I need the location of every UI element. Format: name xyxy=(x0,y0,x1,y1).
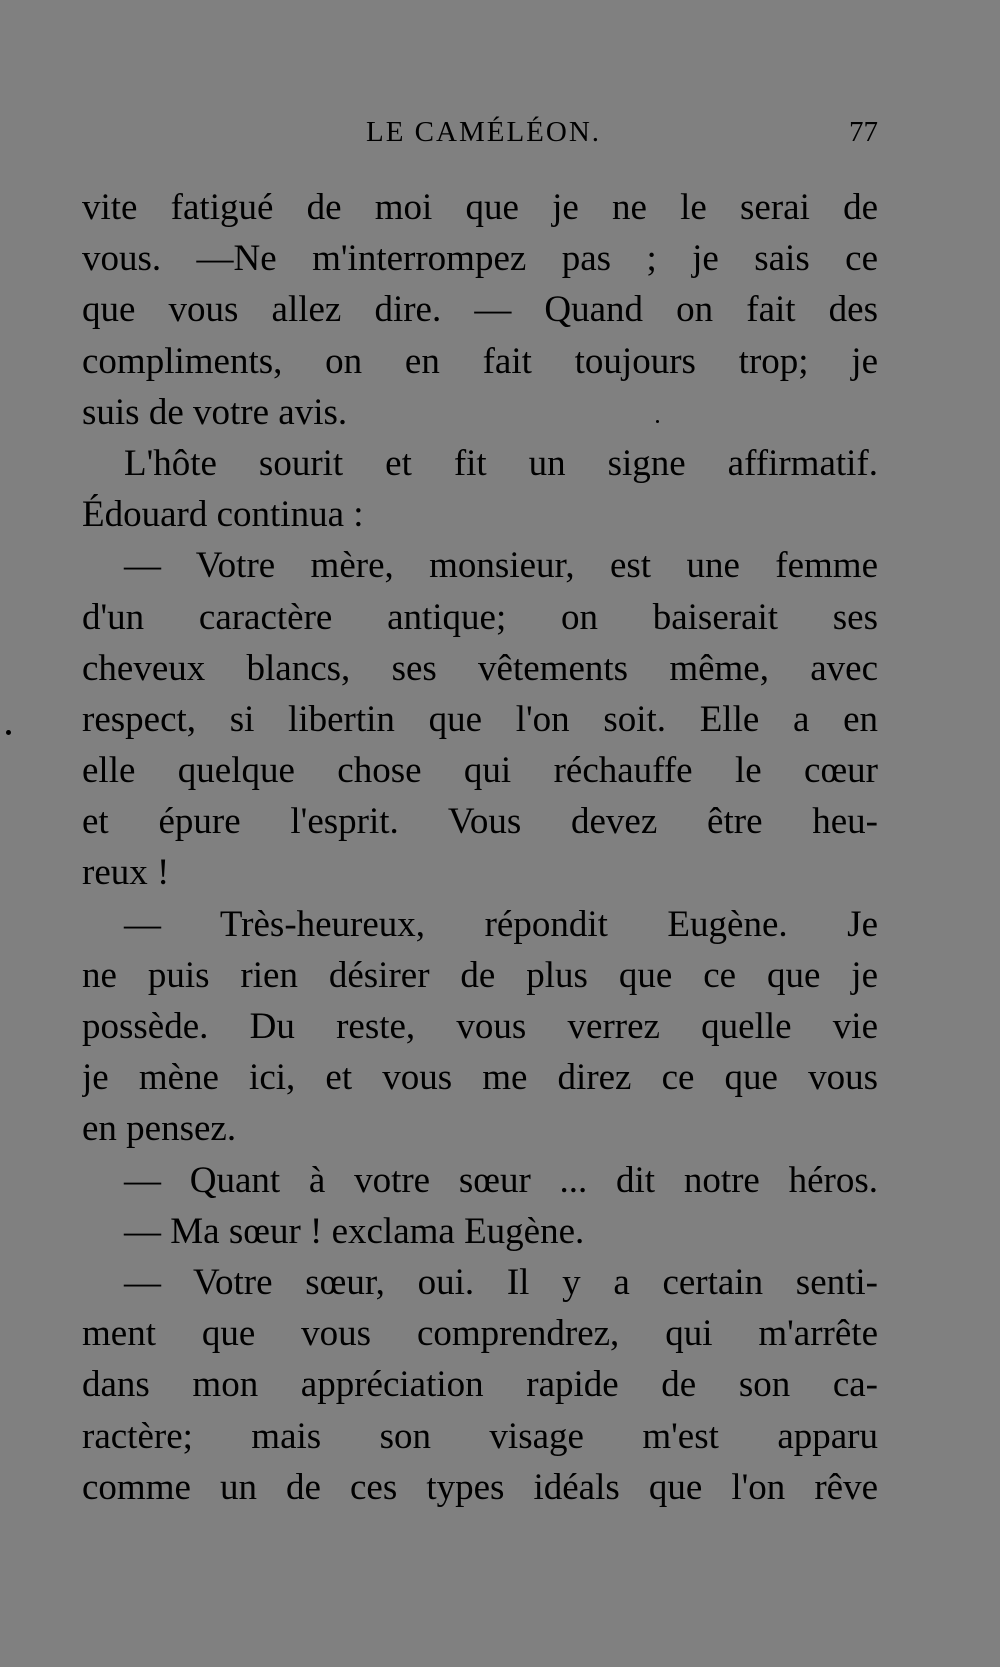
text-line: — Très-heureux, répondit Eugène. Je xyxy=(124,903,878,945)
text-line: compliments, on en fait toujours trop; je xyxy=(82,340,878,382)
text-line: elle quelque chose qui réchauffe le cœur xyxy=(82,750,878,792)
text-line: suis de votre avis. xyxy=(82,391,348,433)
text-line: — Votre sœur, oui. Il y a certain senti- xyxy=(124,1261,878,1303)
text-line: dans mon appréciation rapide de son ca- xyxy=(82,1364,878,1406)
text-line: possède. Du reste, vous verrez quelle vie xyxy=(82,1006,878,1047)
text-line: — Votre mère, monsieur, est une femme xyxy=(124,545,878,587)
text-line: respect, si libertin que l'on soit. Elle a en xyxy=(82,698,878,740)
text-line: — Ma sœur ! exclama Eugène. xyxy=(124,1210,585,1252)
text-line: reux ! xyxy=(82,852,170,894)
text-line: ne puis rien désirer de plus que ce que je xyxy=(82,954,878,996)
body-text xyxy=(82,182,878,1513)
text-line: comme un de ces types idéals que l'on rêve xyxy=(82,1466,878,1508)
text-line: L'hôte sourit et fit un signe affirmatif. xyxy=(124,442,878,484)
text-line: Édouard continua : xyxy=(82,494,364,536)
text-line: — Quant à votre sœur ... dit notre héros. xyxy=(124,1159,878,1201)
paper-speck xyxy=(656,420,659,423)
margin-speck xyxy=(6,730,11,735)
text-line: que vous allez dire. — Quand on fait des xyxy=(82,289,878,331)
text-line: d'un caractère antique; on baiserait ses xyxy=(82,596,878,638)
running-title: LE CAMÉLÉON. xyxy=(366,116,602,148)
running-header xyxy=(82,112,878,152)
text-line: je mène ici, et vous me direz ce que vous xyxy=(82,1057,878,1099)
text-line: ractère; mais son visage m'est apparu xyxy=(82,1415,878,1457)
text-line: en pensez. xyxy=(82,1108,237,1150)
text-line: et épure l'esprit. Vous devez être heu- xyxy=(82,801,878,843)
text-line: vite fatigué de moi que je ne le serai de xyxy=(82,187,878,228)
page-number: 77 xyxy=(849,116,878,148)
text-line: vous. —Ne m'interrompez pas ; je sais ce xyxy=(82,238,878,280)
text-line: ment que vous comprendrez, qui m'arrête xyxy=(82,1313,878,1355)
text-line: cheveux blancs, ses vêtements même, avec xyxy=(82,647,878,689)
